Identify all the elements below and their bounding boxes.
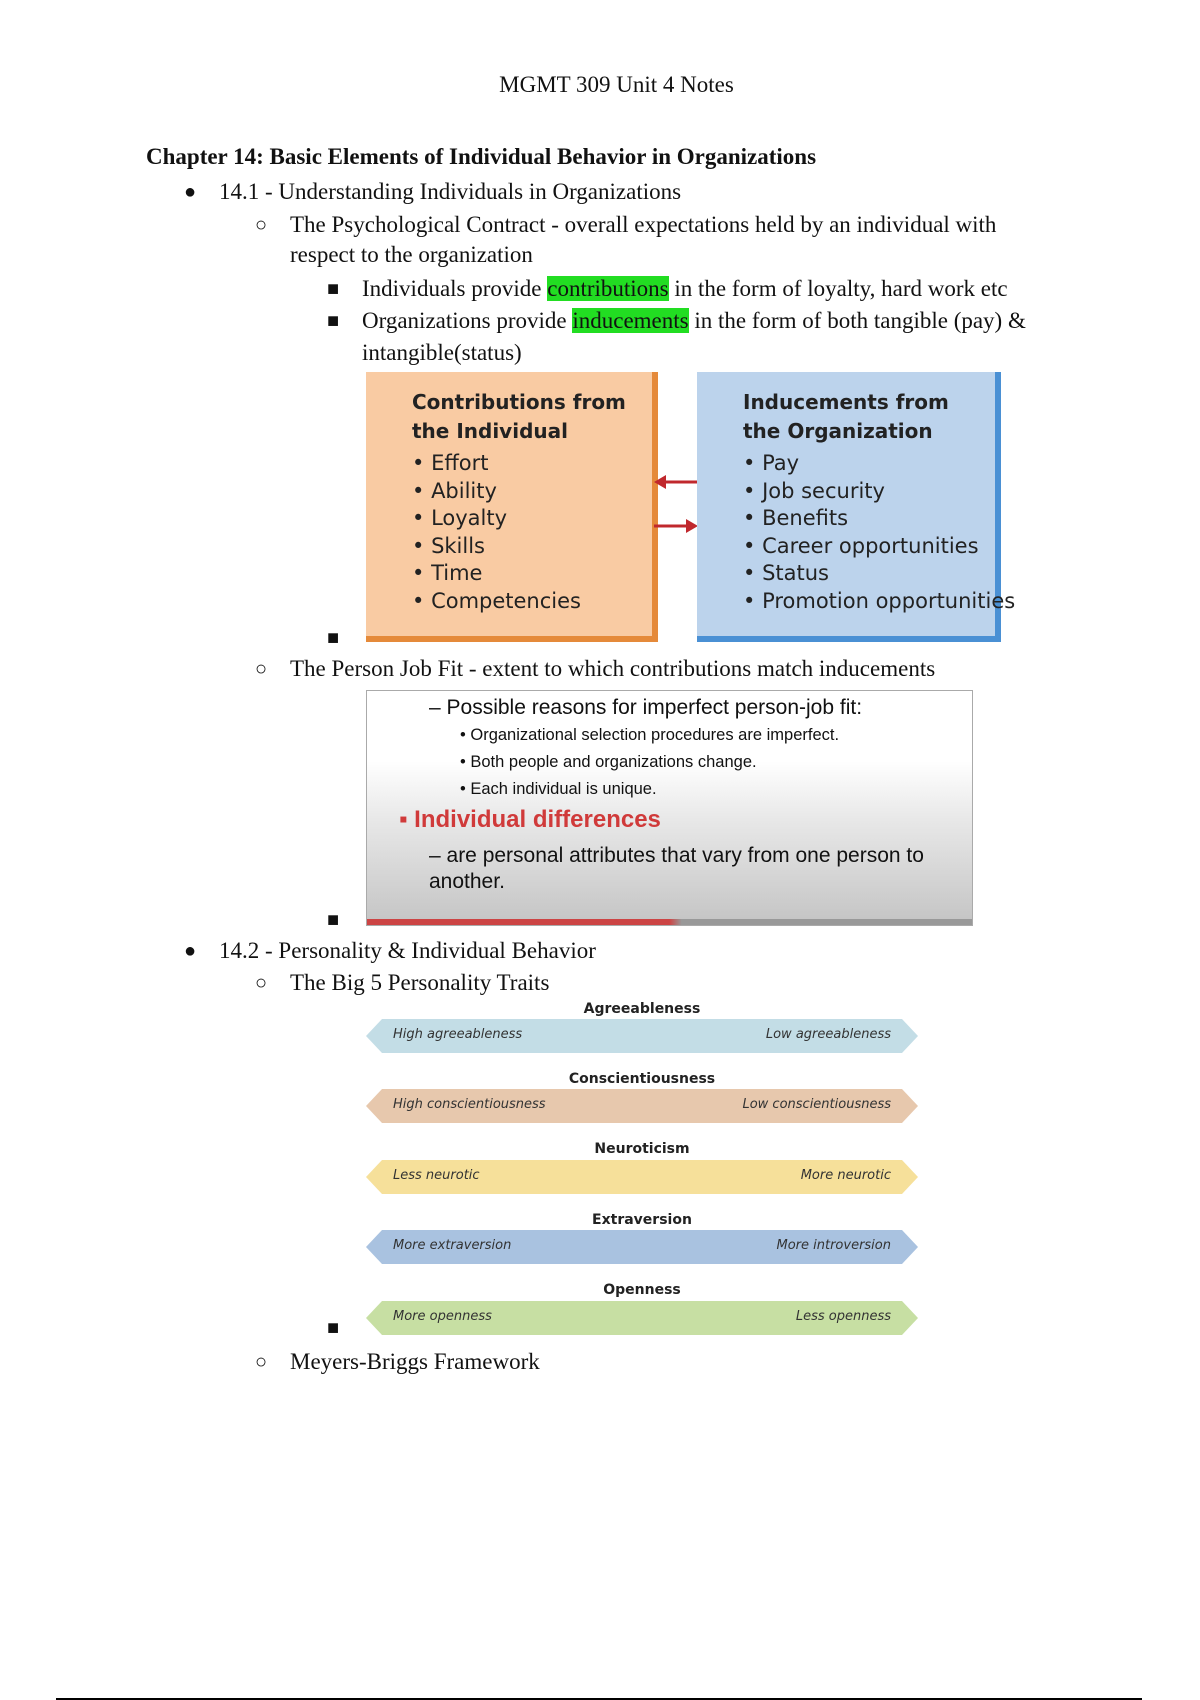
contributions-title: Contributions from the Individual <box>412 390 626 443</box>
individuals-provide <box>362 273 1008 305</box>
contribution-item: • Loyalty <box>412 505 581 533</box>
contributions-highlight: contributions <box>547 276 669 301</box>
inducement-item: • Promotion opportunities <box>743 588 1015 616</box>
trait-bar-agreeableness <box>366 1019 918 1053</box>
trait-left-label: Less neurotic <box>393 1168 480 1183</box>
individuals-text-after: in the form of loyalty, hard work etc <box>668 276 1008 301</box>
inducement-item: • Career opportunities <box>743 533 1015 561</box>
trait-left-label: High agreeableness <box>393 1027 523 1042</box>
slide-reason: • Both people and organizations change. <box>460 753 757 771</box>
bullet-circle: ○ <box>255 1351 268 1373</box>
trait-bar-openness <box>366 1301 918 1335</box>
bullet-disc: ● <box>184 940 197 962</box>
inducements-box <box>697 372 1016 642</box>
bullet-disc: ● <box>184 181 197 203</box>
trait-bar-extraversion <box>366 1230 918 1264</box>
inducement-item: • Job security <box>743 478 1015 506</box>
organizations-text-before: Organizations provide <box>362 308 573 333</box>
contribution-item: • Time <box>412 560 581 588</box>
bullet-circle: ○ <box>255 658 268 680</box>
mbti-line: Meyers-Briggs Framework <box>290 1349 540 1374</box>
inducements-title: Inducements from the Organization <box>743 390 949 443</box>
inducements-list <box>743 450 1015 616</box>
trait-bar-conscientiousness <box>366 1089 918 1123</box>
trait-right-label: Less openness <box>795 1309 891 1324</box>
inducement-item: • Benefits <box>743 505 1015 533</box>
trait-title: Extraversion <box>592 1212 692 1228</box>
arrow-right-icon <box>654 519 698 533</box>
organizations-line2: intangible(status) <box>362 340 522 365</box>
bullet-square: ■ <box>327 627 340 649</box>
arrow-left-icon <box>654 475 698 489</box>
section-14-2-title: 14.2 - Personality & Individual Behavior <box>219 938 596 963</box>
trait-right-label: Low conscientiousness <box>742 1097 891 1112</box>
slide-heading: – Possible reasons for imperfect person-job fit: <box>429 696 863 719</box>
page-title: MGMT 309 Unit 4 Notes <box>499 72 734 97</box>
contribution-item: • Competencies <box>412 588 581 616</box>
slide-reason: • Each individual is unique. <box>460 780 657 798</box>
trait-right-label: More introversion <box>776 1238 891 1253</box>
trait-title: Agreeableness <box>583 1001 701 1017</box>
big5-label: The Big 5 Personality Traits <box>290 970 550 995</box>
slide-red-heading: ▪ Individual differences <box>399 806 661 833</box>
person-job-fit-slide <box>366 690 973 926</box>
trait-left-label: High conscientiousness <box>393 1097 546 1112</box>
bullet-circle: ○ <box>255 214 268 236</box>
bullet-square: ■ <box>327 1317 340 1339</box>
slide-reason: • Organizational selection procedures are imperfect. <box>460 726 840 744</box>
exchange-arrows <box>652 470 700 536</box>
individuals-text-before: Individuals provide <box>362 276 548 301</box>
section-14-1-title: 14.1 - Understanding Individuals in Organizations <box>219 179 682 204</box>
person-job-fit-line: The Person Job Fit - extent to which contributions match inducements <box>290 656 936 681</box>
organizations-text-after: in the form of both tangible (pay) & <box>688 308 1026 333</box>
trait-bar-neuroticism <box>366 1160 918 1194</box>
psych-contract-line2: respect to the organization <box>290 242 533 267</box>
chapter-heading: Chapter 14: Basic Elements of Individual Behavior in Organizations <box>146 144 817 169</box>
trait-right-label: More neurotic <box>800 1168 891 1183</box>
trait-left-label: More extraversion <box>393 1238 512 1253</box>
inducement-item: • Status <box>743 560 1015 588</box>
contribution-item: • Skills <box>412 533 581 561</box>
bullet-square: ■ <box>327 909 340 931</box>
bullet-circle: ○ <box>255 972 268 994</box>
organizations-provide <box>362 305 1026 337</box>
trait-title: Openness <box>603 1282 681 1298</box>
contributions-box <box>366 372 658 642</box>
slide-definition: – are personal attributes that vary from one person to another. <box>429 844 924 893</box>
bullet-square: ■ <box>327 278 340 300</box>
trait-title: Conscientiousness <box>568 1071 716 1087</box>
inducement-item: • Pay <box>743 450 1015 478</box>
contribution-item: • Effort <box>412 450 581 478</box>
contributions-list <box>412 450 581 616</box>
contribution-item: • Ability <box>412 478 581 506</box>
trait-right-label: Low agreeableness <box>765 1027 891 1042</box>
inducements-highlight: inducements <box>572 308 689 333</box>
trait-left-label: More openness <box>393 1309 492 1324</box>
bullet-square: ■ <box>327 310 340 332</box>
trait-title: Neuroticism <box>594 1141 690 1157</box>
slide-footer-strip <box>367 919 972 925</box>
psych-contract-line1: The Psychological Contract - overall expectations held by an individual with <box>290 212 997 237</box>
